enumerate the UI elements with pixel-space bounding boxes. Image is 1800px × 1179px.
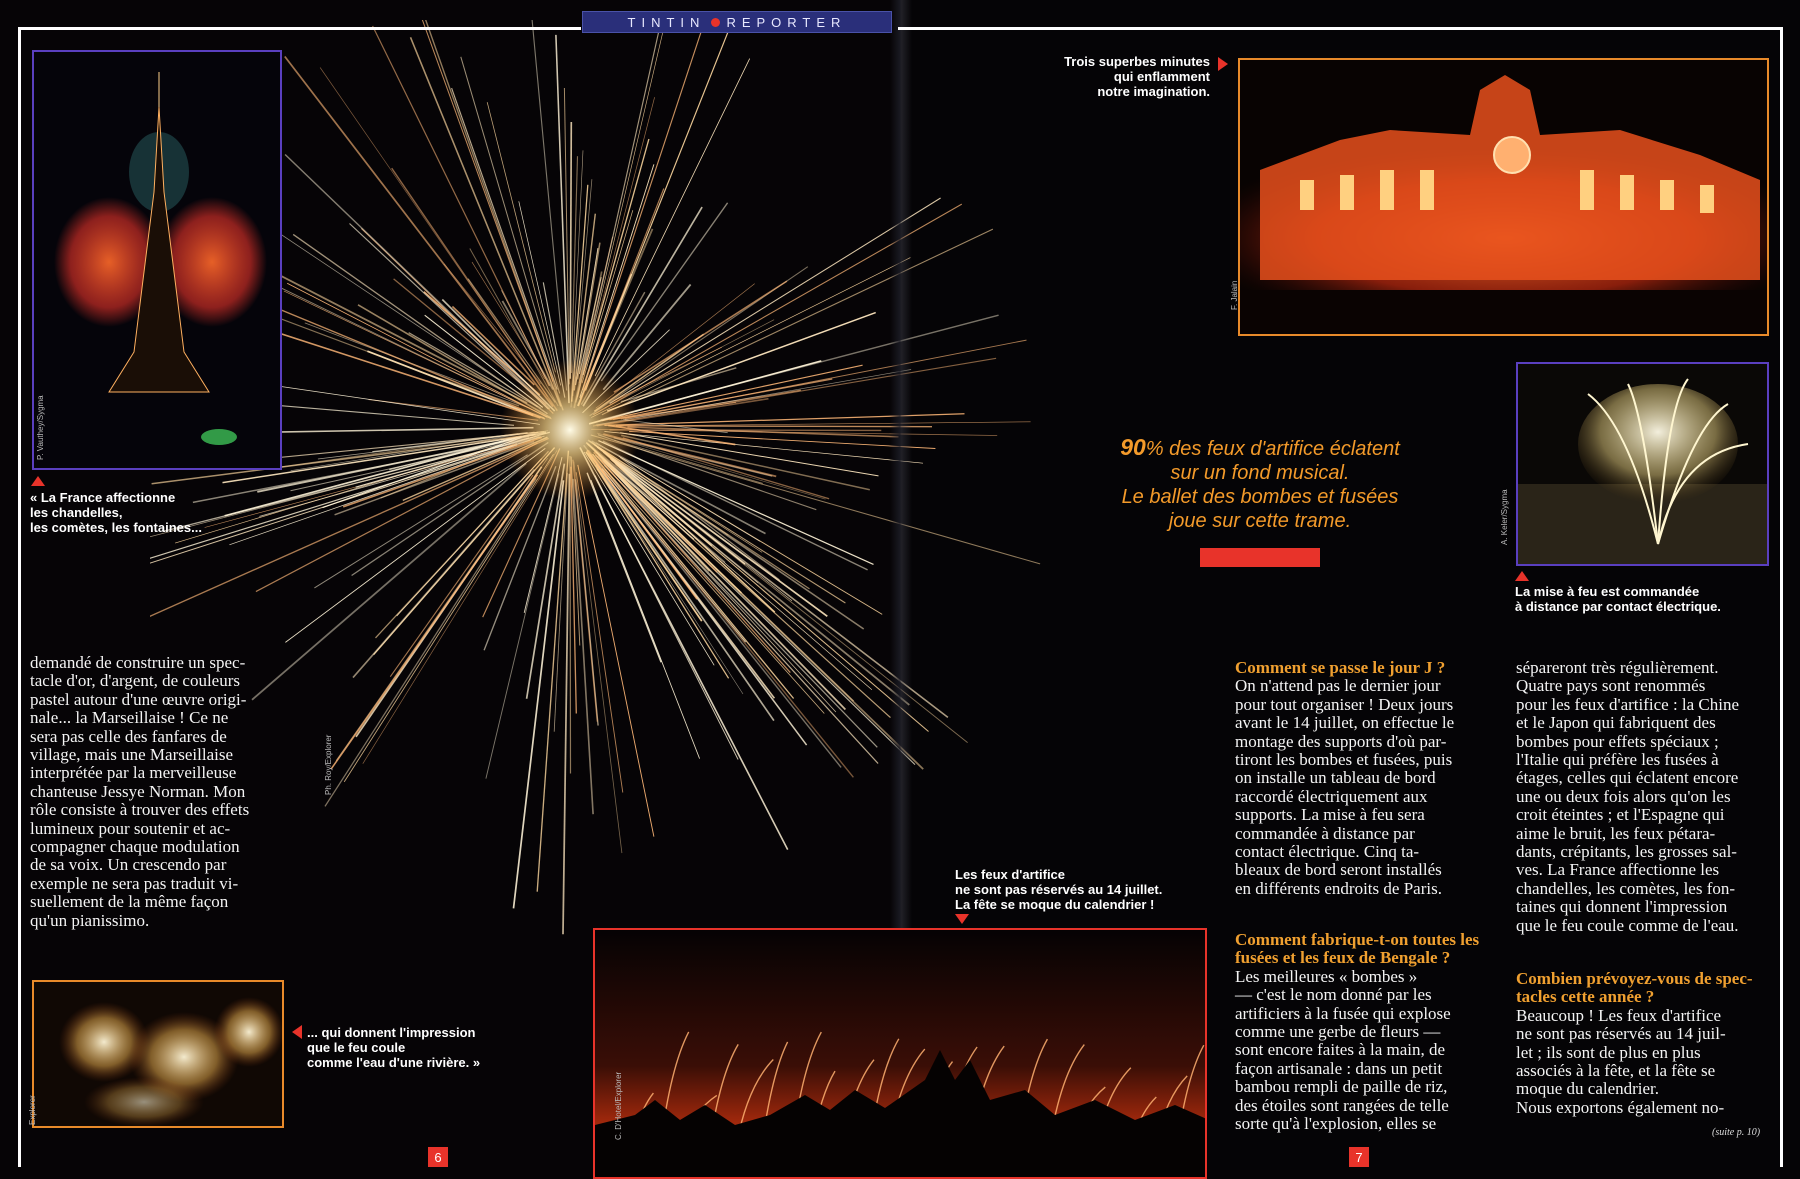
pull-quote: 90% des feux d'artifice éclatent sur un fond musical. Le ballet des bombes et fusées joue sur cette trame.: [1120, 434, 1400, 532]
caption-eiffel: « La France affectionne les chandelles, les comètes, les fontaines...: [30, 490, 202, 535]
firework-ray: [623, 438, 829, 499]
fountain-fireworks-photo: [32, 980, 284, 1128]
firework-ray: [487, 102, 555, 372]
firework-ray: [390, 475, 533, 677]
credit-eiffel: P. Vauthey/Sygma: [36, 395, 45, 460]
frame-left: [18, 27, 21, 1167]
pull-quote-percent: 90: [1120, 434, 1146, 460]
page-number-right: 7: [1349, 1147, 1369, 1167]
firework-ray: [314, 455, 527, 588]
firework-ray: [621, 435, 870, 489]
masthead-dot: [711, 18, 720, 27]
page-number-left: 6: [428, 1147, 448, 1167]
masthead-right: REPORTER: [726, 14, 847, 30]
caption-pointer-waterfall: [1515, 571, 1529, 581]
credit-waterfall: A. Keler/Sygma: [1500, 489, 1509, 545]
masthead-left: TINTIN: [627, 14, 706, 30]
main-firework-burst-image: [150, 20, 1150, 980]
eiffel-tower-photo: [32, 50, 282, 470]
frame-top-right: [898, 27, 1783, 30]
castle-fireworks-photo: [593, 928, 1207, 1179]
illuminated-building-photo: [1238, 58, 1769, 336]
firework-ray: [325, 479, 536, 807]
firework-ray: [530, 20, 567, 391]
caption-building: Trois superbes minutes qui enflamment notre imagination.: [1064, 54, 1210, 99]
firework-ray: [570, 122, 571, 379]
firework-ray: [580, 164, 654, 397]
firework-ray: [519, 201, 561, 385]
caption-pointer-building: [1218, 57, 1228, 71]
firework-ray: [472, 262, 545, 379]
firework-ray: [602, 459, 923, 769]
firework-ray: [570, 456, 571, 774]
caption-pointer-eiffel: [31, 476, 45, 486]
heading-fabrication: Comment fabrique-t-on toutes les: [1235, 930, 1480, 949]
firework-ray: [597, 456, 915, 765]
waterfall-fireworks-photo: [1516, 362, 1769, 566]
masthead: [582, 11, 892, 33]
column-a-text-2: Comment fabrique-t-on toutes les fusées et les feux de Bengale ? Les meilleures « bombes » — c'est le nom donné par les artificiers à la fusée qui explose comme une gerbe de fleurs — sont encore faites à la main, de façon artisanale : dans un petit bambou rempli de paille de riz, des étoiles sont rangées de telle sorte qu'à l'explosion, elles se: [1235, 931, 1490, 1133]
credit-building: F. Jalain: [1230, 280, 1239, 310]
frame-right: [1780, 27, 1783, 1167]
caption-waterfall: La mise à feu est commandée à distance par contact électrique.: [1515, 584, 1721, 614]
firework-ray: [595, 59, 750, 377]
firework-ray: [577, 97, 655, 399]
firework-ray: [576, 472, 623, 792]
credit-fountain: Explorer: [28, 1095, 37, 1125]
firework-ray: [285, 57, 553, 407]
continued-note: (suite p. 10): [1712, 1127, 1761, 1138]
firework-ray: [578, 465, 654, 837]
column-b-text-2: Combien prévoyez-vous de spec- tacles cette année ? Beaucoup ! Les feux d'artifice ne sont pas réservés au 14 juil- let ; ils sont de plus en plus associés à la fête, et la fête se moque du calendrier. Nous exportons également no-: [1516, 970, 1772, 1117]
credit-burst: Ph. Roy/Explorer: [324, 734, 333, 795]
caption-pointer-river: [292, 1025, 302, 1039]
firework-ray: [336, 458, 547, 760]
column-a-text: Comment se passe le jour J ? On n'attend pas le dernier jour pour tout organiser ! Deux jours avant le 14 juillet, on effectue le montage des supports d'où par- tiront les bombes et fusées, puis on installe un tableau de bord raccordé électriquement aux supports. La mise à feu sera commandée à distance par contact électrique. Cinq ta- bleaux de bord seront installés en différents endroits de Paris.: [1235, 659, 1490, 898]
frame-top-left: [18, 27, 581, 30]
firework-ray: [574, 462, 622, 853]
caption-river: ... qui donnent l'impression que le feu coule comme l'eau d'une rivière. »: [307, 1025, 481, 1070]
caption-pointer-calendar: [955, 914, 969, 924]
firework-ray: [596, 452, 872, 690]
heading-spectacles: Combien prévoyez-vous de spec-: [1516, 969, 1753, 988]
firework-ray: [621, 340, 1027, 419]
firework-ray: [422, 20, 553, 382]
pull-quote-bar: [1200, 548, 1320, 567]
firework-ray: [595, 475, 738, 759]
credit-castle: C. D'Hotel/Explorer: [614, 1071, 623, 1140]
firework-ray: [588, 444, 910, 705]
firework-ray: [353, 470, 535, 678]
column-b-text: sépareront très régulièrement. Quatre pays sont renommés pour les feux d'artifice : la Chine et le Japon qui fabriquent des bombes pour effets spéciaux ; l'Italie qui préfère les fusées à étages, celles qui éclatent encore une ou deux fois alors qu'on les croit éteintes ; et l'Espagne qui aime le bruit, les feux pétara- dants, crépitants, les grosses sal- ves. La France affectionne les chandelles, les comètes, les fon- taines qui donnent l'impression que le feu coule comme de l'eau.: [1516, 658, 1740, 935]
firework-ray: [614, 281, 787, 392]
caption-calendar: Les feux d'artifice ne sont pas réservés au 14 juillet. La fête se moque du calendrier !: [955, 867, 1163, 912]
heading-jour-j: Comment se passe le jour J ?: [1235, 658, 1446, 677]
left-body-text: demandé de construire un spec- tacle d'or, d'argent, de couleurs pastel autour d'une œuvre origi- nale... la Marseillaise ! Ce ne sera pas celle des fanfares de village, mais une Marseillaise interprétée par la merveilleuse chanteuse Jessye Norman. Mon rôle consiste à trouver des effets lumineux pour soutenir et ac- compagner chaque modulation de sa voix. Un crescendo par exemple ne sera pas traduit vi- suellement de la même façon qu'un pianissimo.: [30, 653, 250, 930]
